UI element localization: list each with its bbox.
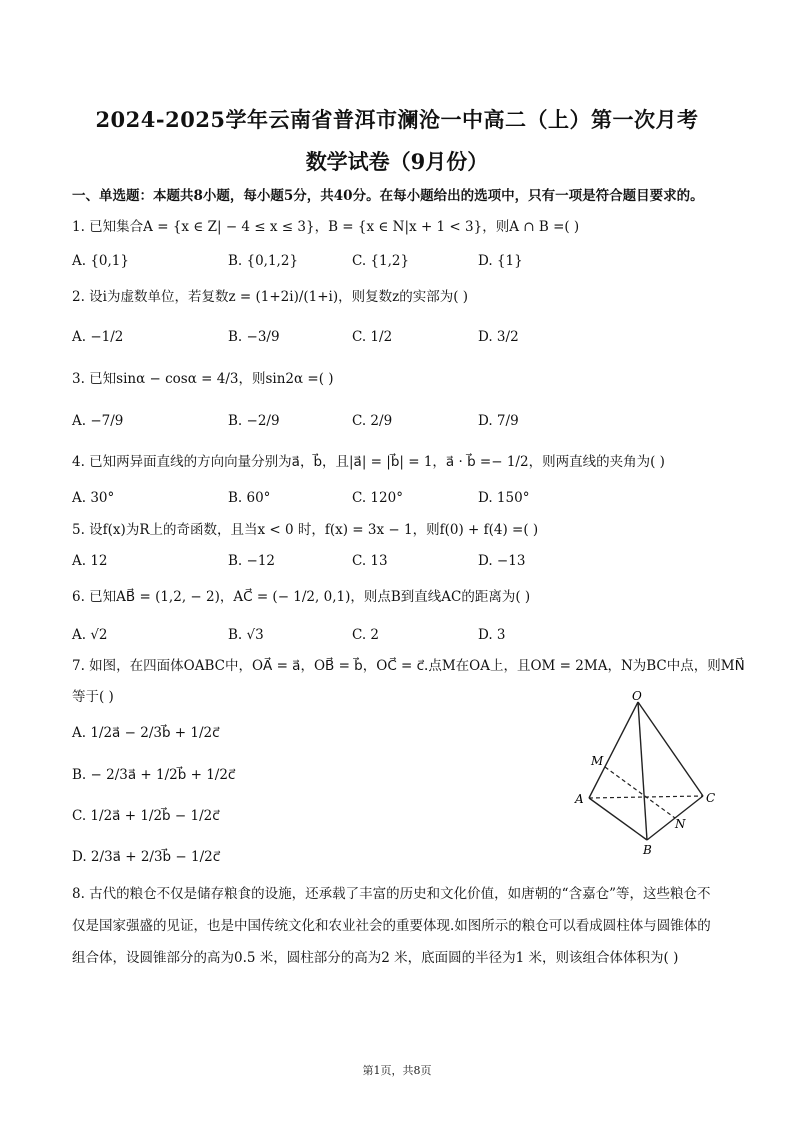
question-5-option-a: A. 12 <box>72 553 108 569</box>
label-n: N <box>675 817 686 831</box>
question-4-option-d: D. 150° <box>478 490 530 506</box>
question-1-option-c: C. {1,2} <box>352 253 410 269</box>
question-3-option-b: B. −2/9 <box>228 413 280 429</box>
label-o: O <box>632 689 642 703</box>
page-footer: 第1页，共8页 <box>362 1064 432 1077</box>
question-6-option-d: D. 3 <box>478 627 506 643</box>
edge-ob <box>638 702 647 840</box>
question-4-stem: 4. 已知两异面直线的方向向量分别为a⃗，b⃗，且|a⃗| = |b⃗| = 1，a⃗ · b⃗ =− 1/2，则两直线的夹角为( ) <box>72 454 665 470</box>
edge-oc <box>638 702 703 796</box>
question-3-option-d: D. 7/9 <box>478 413 519 429</box>
question-2-option-b: B. −3/9 <box>228 329 280 345</box>
question-5-option-b: B. −12 <box>228 553 275 569</box>
section-heading: 一、单选题：本题共8小题，每小题5分，共40分。在每小题给出的选项中，只有一项是符合题目要求的。 <box>72 188 704 204</box>
question-5-option-d: D. −13 <box>478 553 526 569</box>
question-5-option-c: C. 13 <box>352 553 388 569</box>
segment-mn-dashed <box>605 767 675 818</box>
edge-oa <box>589 702 638 798</box>
question-6-option-c: C. 2 <box>352 627 380 643</box>
question-1-option-b: B. {0,1,2} <box>228 253 299 269</box>
question-1-option-d: D. {1} <box>478 253 523 269</box>
exam-title: 2024-2025学年云南省普洱市澜沧一中高二（上）第一次月考 <box>95 107 699 132</box>
question-7-option-c: C. 1/2a⃗ + 1/2b⃗ − 1/2c⃗ <box>72 808 220 824</box>
edge-ab <box>589 798 647 840</box>
question-1-option-a: A. {0,1} <box>72 253 129 269</box>
question-7-stem-cont: 等于( ) <box>72 689 114 705</box>
question-5-stem: 5. 设f(x)为R上的奇函数，且当x < 0 时，f(x) = 3x − 1，则f(0) + f(4) =( ) <box>72 522 539 538</box>
question-3-option-a: A. −7/9 <box>72 413 124 429</box>
question-3-option-c: C. 2/9 <box>352 413 393 429</box>
label-c: C <box>706 791 716 805</box>
question-7-option-d: D. 2/3a⃗ + 2/3b⃗ − 1/2c⃗ <box>72 849 221 865</box>
question-3-stem: 3. 已知sinα − cosα = 4/3，则sin2α =( ) <box>72 371 334 387</box>
question-6-option-b: B. √3 <box>228 627 264 643</box>
question-8-stem: 8. 古代的粮仓不仅是储存粮食的设施，还承载了丰富的历史和文化价值，如唐朝的“含嘉仓”等，这些粮仓不仅是国家强盛的见证，也是中国传统文化和农业社会的重要体现.如图所示的粮仓可以看成圆柱体与圆锥体的组合体，设圆锥部分的高为0.5 米，圆柱部分的高为2 米，底面圆的半径为1 米，则该组合体体积为( ) <box>72 886 711 966</box>
exam-subtitle: 数学试卷（9月份） <box>305 149 489 174</box>
question-4-option-b: B. 60° <box>228 490 271 506</box>
question-1-stem: 1. 已知集合A = {x ∈ Z| − 4 ≤ x ≤ 3}，B = {x ∈ N|x + 1 < 3}，则A ∩ B =( ) <box>72 219 580 235</box>
tetrahedron-figure <box>565 688 735 858</box>
question-6-option-a: A. √2 <box>72 627 108 643</box>
label-m: M <box>591 754 604 768</box>
question-2-stem: 2. 设i为虚数单位，若复数z = (1+2i)/(1+i)，则复数z的实部为( ) <box>72 289 469 305</box>
question-7-stem: 7. 如图，在四面体OABC中，OA⃗ = a⃗，OB⃗ = b⃗，OC⃗ = c⃗.点M在OA上，且OM = 2MA，N为BC中点，则MN⃗ <box>72 658 745 674</box>
question-4-option-c: C. 120° <box>352 490 403 506</box>
label-b: B <box>643 843 652 857</box>
question-7-option-b: B. − 2/3a⃗ + 1/2b⃗ + 1/2c⃗ <box>72 767 236 783</box>
question-4-option-a: A. 30° <box>72 490 115 506</box>
question-6-stem: 6. 已知AB⃗ = (1,2, − 2)，AC⃗ = (− 1/2, 0,1)，则点B到直线AC的距离为( ) <box>72 589 531 605</box>
label-a: A <box>575 792 584 806</box>
question-2-option-d: D. 3/2 <box>478 329 519 345</box>
question-2-option-c: C. 1/2 <box>352 329 393 345</box>
question-2-option-a: A. −1/2 <box>72 329 124 345</box>
question-7-option-a: A. 1/2a⃗ − 2/3b⃗ + 1/2c⃗ <box>72 725 220 741</box>
